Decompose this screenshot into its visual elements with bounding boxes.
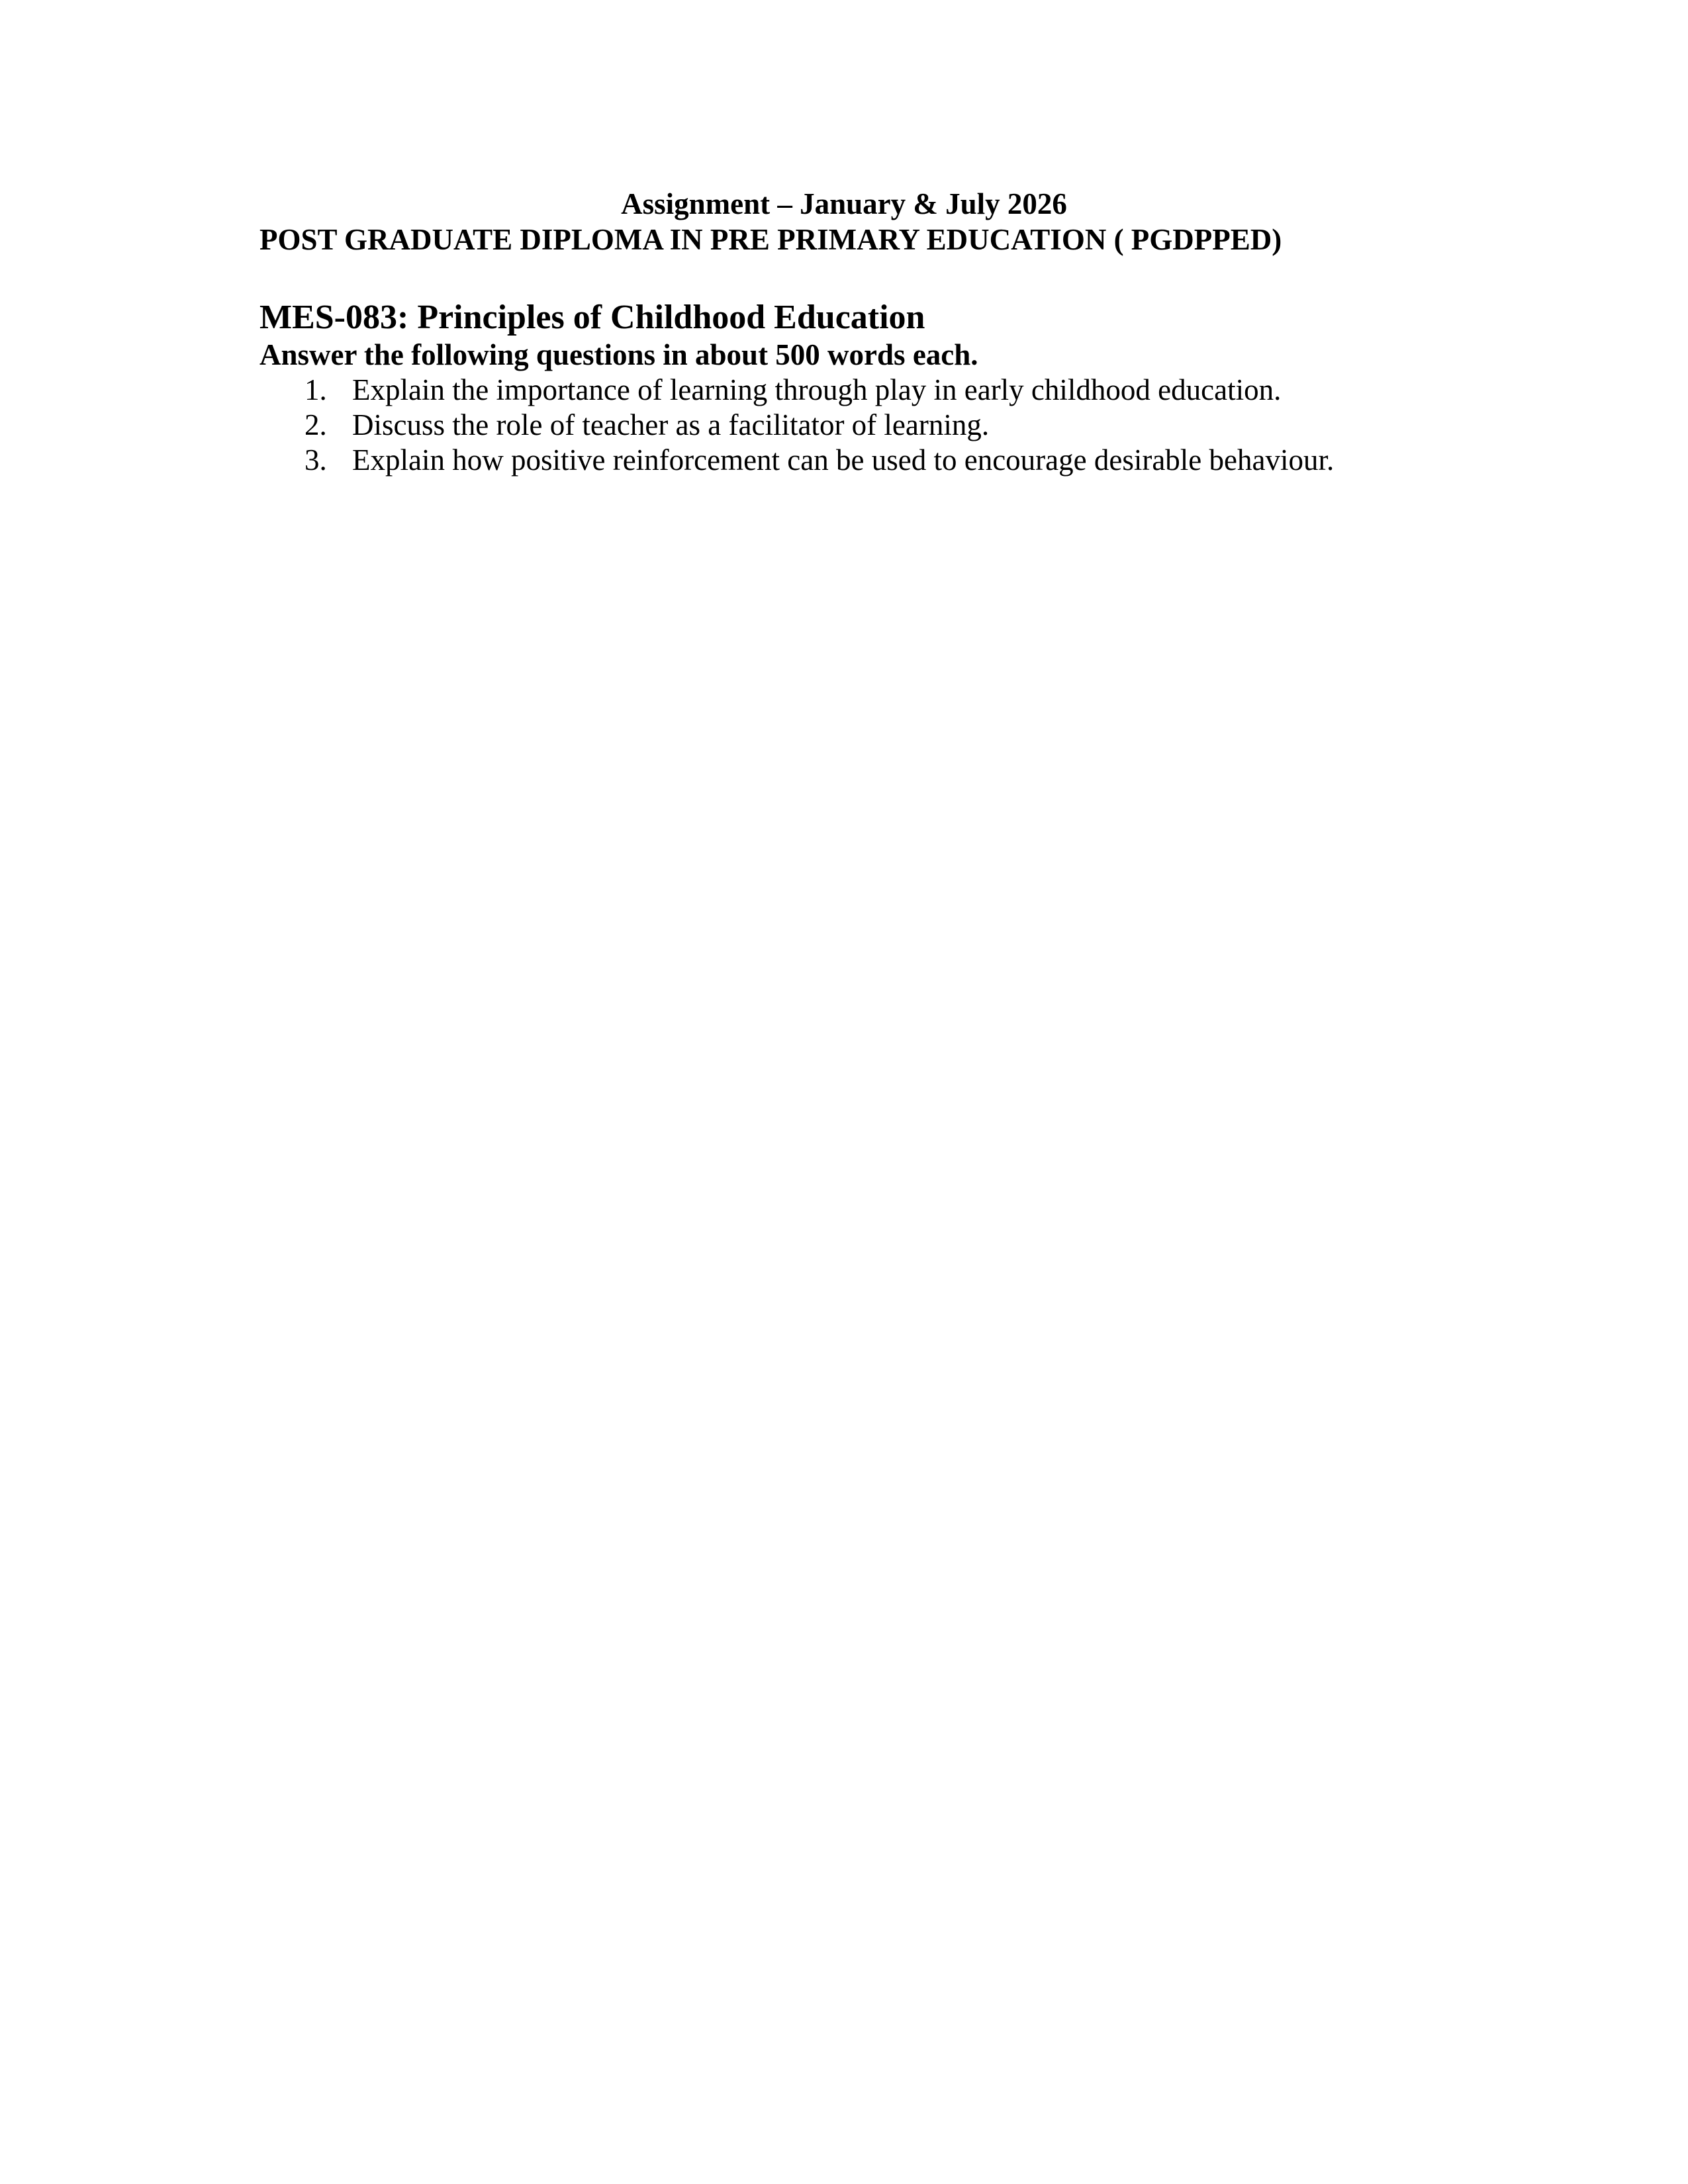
question-number: 1. bbox=[305, 373, 327, 406]
question-text: Explain how positive reinforcement can be used to encourage desirable behaviour. bbox=[352, 443, 1335, 477]
programme-heading: POST GRADUATE DIPLOMA IN PRE PRIMARY EDUCATION ( PGDPPED) bbox=[259, 223, 1282, 256]
question-text: Explain the importance of learning through play in early childhood education. bbox=[352, 373, 1282, 406]
question-number: 2. bbox=[305, 408, 327, 441]
question-text: Discuss the role of teacher as a facilitator of learning. bbox=[352, 408, 990, 441]
course-title: MES-083: Principles of Childhood Education bbox=[259, 298, 925, 336]
assignment-heading: Assignment – January & July 2026 bbox=[621, 187, 1067, 220]
instruction-text: Answer the following questions in about 500 words each. bbox=[259, 338, 978, 371]
question-number: 3. bbox=[305, 443, 327, 477]
